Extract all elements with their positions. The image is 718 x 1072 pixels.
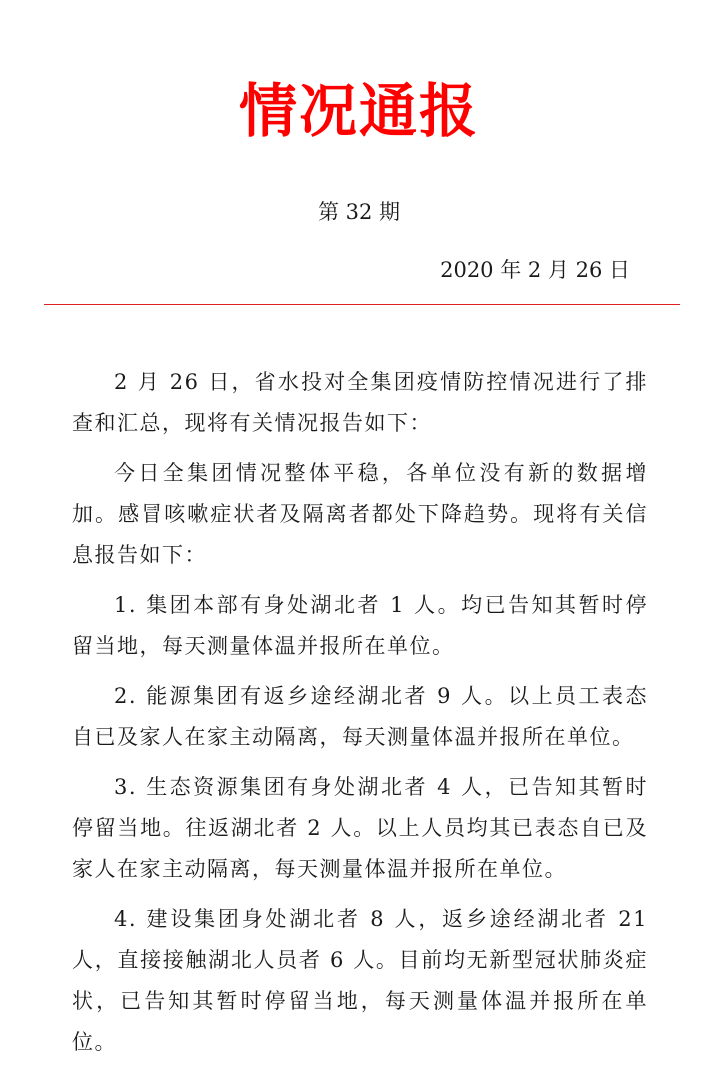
red-divider — [44, 304, 680, 305]
paragraph-item-4: 4. 建设集团身处湖北者 8 人，返乡途经湖北者 21 人，直接接触湖北人员者 6 人。目前均无新型冠状肺炎症状，已告知其暂时停留当地，每天测量体温并报所在单位。 — [72, 907, 648, 1054]
document-body — [72, 362, 648, 1072]
paragraph-item-2: 2. 能源集团有返乡途经湖北者 9 人。以上员工表态自已及家人在家主动隔离，每天测量体温并报所在单位。 — [72, 684, 648, 749]
paragraph-intro: 2 月 26 日，省水投对全集团疫情防控情况进行了排查和汇总，现将有关情况报告如下： — [72, 370, 648, 435]
document-title: 情况通报 — [238, 77, 479, 145]
issue-number: 第 32 期 — [317, 200, 401, 224]
paragraph-item-3: 3. 生态资源集团有身处湖北者 4 人，已告知其暂时停留当地。往返湖北者 2 人。以上人员均其已表态自已及家人在家主动隔离，每天测量体温并报所在单位。 — [72, 775, 648, 881]
paragraph-summary: 今日全集团情况整体平稳，各单位没有新的数据增加。感冒咳嗽症状者及隔离者都处下降趋势。现将有关信息报告如下： — [72, 461, 648, 567]
report-date: 2020 年 2 月 26 日 — [440, 258, 630, 282]
paragraph-item-1: 1. 集团本部有身处湖北者 1 人。均已告知其暂时停留当地，每天测量体温并报所在单位。 — [72, 593, 648, 658]
